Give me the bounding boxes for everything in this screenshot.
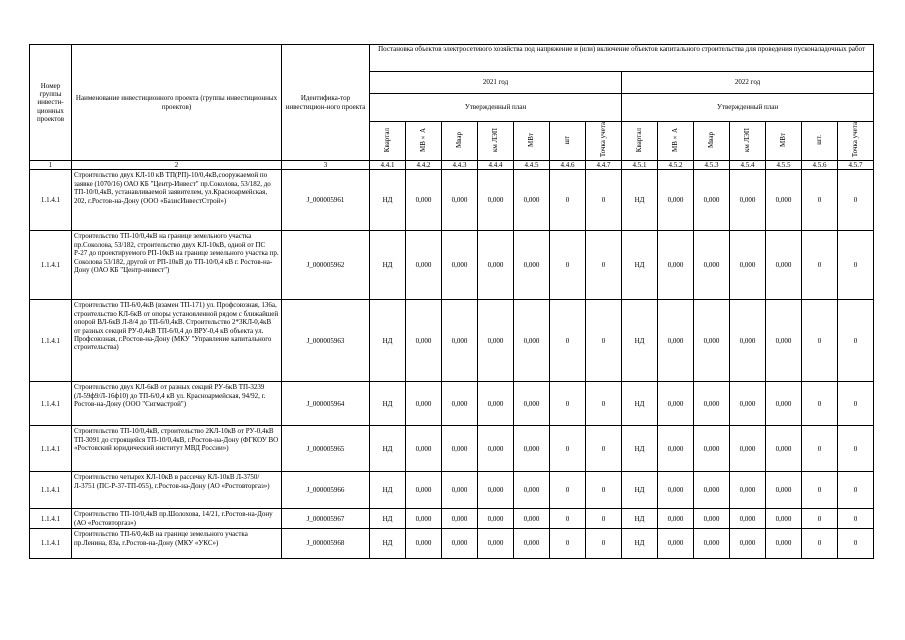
group-number-cell: 1.1.4.1 [30, 231, 72, 300]
group-number-cell: 1.1.4.1 [30, 300, 72, 382]
column-number-cell: 2 [72, 161, 282, 170]
value-cell: 0 [550, 300, 586, 382]
value-cell: НД [370, 382, 406, 426]
project-id-cell: J_000005962 [282, 231, 370, 300]
value-cell: НД [370, 170, 406, 231]
value-cell: 0,000 [514, 382, 550, 426]
group-number-cell: 1.1.4.1 [30, 529, 72, 559]
value-cell: 0,000 [514, 426, 550, 472]
value-cell: НД [622, 509, 658, 529]
value-cell: 0 [802, 170, 838, 231]
header-project-id: Идентифика-тор инвестицион-ного проекта [282, 45, 370, 161]
project-id-cell: J_000005967 [282, 509, 370, 529]
project-name-cell: Строительство четырех КЛ-10кВ в рассечку КЛ-10кВ Л-3750/Л-3751 (ПС-Р-37-ТП-055), г.Ростов-на-Дону (АО «Ростовторгаз») [72, 472, 282, 509]
table-row [30, 472, 874, 509]
unit-header: Квартал [370, 122, 406, 161]
value-cell: 0,000 [406, 231, 442, 300]
unit-header: Точка учета [838, 122, 874, 161]
value-cell: 0 [586, 300, 622, 382]
value-cell: 0,000 [658, 170, 694, 231]
column-number-cell: 3 [282, 161, 370, 170]
value-cell: 0,000 [442, 300, 478, 382]
value-cell: НД [622, 170, 658, 231]
value-cell: НД [622, 231, 658, 300]
value-cell: НД [622, 529, 658, 559]
unit-header: км ЛЭП [478, 122, 514, 161]
project-name-cell: Строительство ТП-6/0,4кВ (взамен ТП-171) ул. Профсоюзная, 136а, строительство КЛ-6кВ от опоры установленной рядом с ближайшей опорой ВЛ-6кВ Л-8/4 до ТП-6/0,4кВ. Строительство 2*3КЛ-0,4кВ от разных секций РУ-0,4кВ ТП-6/0,4 до ВРУ-0,4 кВ объекта ул. Профсоюзная, г.Ростов-на-Дону (МКУ "Управление капитального строительства) [72, 300, 282, 382]
unit-header: МВт [766, 122, 802, 161]
value-cell: 0,000 [658, 529, 694, 559]
value-cell: НД [370, 472, 406, 509]
value-cell: 0,000 [442, 472, 478, 509]
header-plan-2022: Утвержденный план [622, 94, 874, 122]
value-cell: 0 [802, 509, 838, 529]
value-cell: 0 [586, 529, 622, 559]
value-cell: 0,000 [658, 382, 694, 426]
value-cell: 0,000 [406, 300, 442, 382]
column-number-cell: 4.4.3 [442, 161, 478, 170]
value-cell: 0,000 [766, 382, 802, 426]
value-cell: 0,000 [478, 382, 514, 426]
value-cell: 0,000 [694, 300, 730, 382]
value-cell: 0,000 [694, 529, 730, 559]
value-cell: 0 [586, 509, 622, 529]
value-cell: 0 [838, 170, 874, 231]
value-cell: 0,000 [442, 426, 478, 472]
value-cell: 0 [802, 300, 838, 382]
value-cell: НД [622, 382, 658, 426]
value-cell: 0,000 [406, 529, 442, 559]
value-cell: 0,000 [478, 170, 514, 231]
value-cell: 0 [550, 382, 586, 426]
value-cell: 0,000 [478, 529, 514, 559]
value-cell: 0,000 [442, 170, 478, 231]
value-cell: 0 [802, 231, 838, 300]
unit-header: шт [550, 122, 586, 161]
value-cell: 0 [838, 231, 874, 300]
project-id-cell: J_000005966 [282, 472, 370, 509]
group-number-cell: 1.1.4.1 [30, 170, 72, 231]
value-cell: 0,000 [730, 300, 766, 382]
value-cell: 0 [586, 382, 622, 426]
value-cell: 0 [802, 529, 838, 559]
value-cell: 0 [550, 231, 586, 300]
column-number-cell: 4.5.5 [766, 161, 802, 170]
value-cell: 0,000 [694, 472, 730, 509]
project-id-cell: J_000005965 [282, 426, 370, 472]
value-cell: 0,000 [730, 509, 766, 529]
unit-header: МВ×А [406, 122, 442, 161]
value-cell: 0 [802, 382, 838, 426]
value-cell: 0,000 [406, 170, 442, 231]
value-cell: 0 [838, 426, 874, 472]
value-cell: 0,000 [766, 472, 802, 509]
project-name-cell: Строительство двух КЛ-6кВ от разных секций РУ-6кВ ТП-3239 (Л-59ф9/Л-16ф10) до ТП-6/0,4 кВ ул. Красноармейская, 94/92, г. Ростов-на-Дону (ООО "Сигмастрой") [72, 382, 282, 426]
table-row [30, 426, 874, 472]
header-year-2021: 2021 год [370, 72, 622, 94]
value-cell: 0 [550, 170, 586, 231]
value-cell: НД [370, 231, 406, 300]
value-cell: 0,000 [766, 231, 802, 300]
project-name-cell: Строительство ТП-10/0,4кВ пр.Шолохова, 14/21, г.Ростов-на-Дону (АО «Ростовторгаз») [72, 509, 282, 529]
value-cell: 0,000 [730, 529, 766, 559]
value-cell: НД [622, 426, 658, 472]
value-cell: 0,000 [514, 472, 550, 509]
unit-header: Мвар [694, 122, 730, 161]
group-number-cell: 1.1.4.1 [30, 472, 72, 509]
value-cell: 0,000 [766, 170, 802, 231]
unit-header: шт. [802, 122, 838, 161]
group-number-cell: 1.1.4.1 [30, 382, 72, 426]
value-cell: НД [370, 529, 406, 559]
unit-header: Мвар [442, 122, 478, 161]
value-cell: 0 [838, 529, 874, 559]
value-cell: 0,000 [730, 426, 766, 472]
value-cell: 0,000 [442, 231, 478, 300]
column-number-cell: 4.4.2 [406, 161, 442, 170]
value-cell: 0,000 [478, 472, 514, 509]
value-cell: НД [622, 300, 658, 382]
unit-header: МВ×А [658, 122, 694, 161]
column-number-cell: 4.5.4 [730, 161, 766, 170]
column-number-cell: 1 [30, 161, 72, 170]
value-cell: 0,000 [406, 382, 442, 426]
project-id-cell: J_000005968 [282, 529, 370, 559]
column-number-cell: 4.4.5 [514, 161, 550, 170]
value-cell: 0,000 [478, 300, 514, 382]
value-cell: 0,000 [766, 426, 802, 472]
value-cell: 0,000 [730, 231, 766, 300]
value-cell: 0,000 [694, 509, 730, 529]
value-cell: 0,000 [766, 300, 802, 382]
value-cell: 0 [838, 472, 874, 509]
value-cell: 0,000 [406, 472, 442, 509]
unit-header: Квартал [622, 122, 658, 161]
header-group-number: Номер группы инвести-ционных проектов [30, 45, 72, 161]
value-cell: 0,000 [694, 231, 730, 300]
project-name-cell: Строительство ТП-10/0,4кВ, строительство 2КЛ-10кВ от РУ-0,4кВ ТП-3091 до строящейся ТП-10/0,4кВ, г.Ростов-на-Дону (ФГКОУ ВО «Ростовский юридический институт МВД России») [72, 426, 282, 472]
value-cell: 0 [838, 300, 874, 382]
value-cell: 0,000 [514, 170, 550, 231]
value-cell: 0 [550, 509, 586, 529]
unit-header: Точка учета [586, 122, 622, 161]
column-number-cell: 4.5.7 [838, 161, 874, 170]
table-row [30, 300, 874, 382]
value-cell: 0,000 [658, 509, 694, 529]
unit-header: км ЛЭП [730, 122, 766, 161]
table-row [30, 170, 874, 231]
value-cell: 0,000 [478, 231, 514, 300]
value-cell: 0,000 [694, 170, 730, 231]
header-year-2022: 2022 год [622, 72, 874, 94]
value-cell: 0 [586, 426, 622, 472]
value-cell: 0,000 [694, 382, 730, 426]
value-cell: 0,000 [442, 529, 478, 559]
project-name-cell: Строительство ТП-6/0,4кВ на границе земельного участка пр.Ленина, 83а, г.Ростов-на-Дону (МКУ «УКС») [72, 529, 282, 559]
column-number-cell: 4.4.4 [478, 161, 514, 170]
value-cell: 0 [586, 170, 622, 231]
value-cell: 0,000 [406, 509, 442, 529]
value-cell: НД [370, 426, 406, 472]
value-cell: 0 [838, 382, 874, 426]
value-cell: 0,000 [514, 231, 550, 300]
value-cell: 0 [586, 231, 622, 300]
value-cell: НД [370, 300, 406, 382]
value-cell: 0,000 [442, 382, 478, 426]
value-cell: 0 [550, 472, 586, 509]
value-cell: 0,000 [478, 509, 514, 529]
value-cell: 0,000 [658, 472, 694, 509]
value-cell: 0,000 [730, 472, 766, 509]
column-number-cell: 4.5.3 [694, 161, 730, 170]
value-cell: 0 [586, 472, 622, 509]
value-cell: 0 [550, 529, 586, 559]
value-cell: 0,000 [766, 509, 802, 529]
value-cell: 0 [838, 509, 874, 529]
value-cell: 0,000 [694, 426, 730, 472]
group-number-cell: 1.1.4.1 [30, 426, 72, 472]
column-number-cell: 4.4.6 [550, 161, 586, 170]
value-cell: 0,000 [730, 382, 766, 426]
table-row [30, 529, 874, 559]
column-number-cell: 4.5.6 [802, 161, 838, 170]
column-number-cell: 4.5.2 [658, 161, 694, 170]
value-cell: 0,000 [514, 509, 550, 529]
value-cell: 0,000 [658, 231, 694, 300]
value-cell: 0 [802, 426, 838, 472]
value-cell: 0,000 [478, 426, 514, 472]
value-cell: НД [370, 509, 406, 529]
value-cell: 0,000 [658, 300, 694, 382]
value-cell: 0,000 [406, 426, 442, 472]
value-cell: 0,000 [514, 529, 550, 559]
value-cell: 0,000 [658, 426, 694, 472]
column-number-cell: 4.4.1 [370, 161, 406, 170]
value-cell: 0,000 [442, 509, 478, 529]
group-number-cell: 1.1.4.1 [30, 509, 72, 529]
unit-header: МВт [514, 122, 550, 161]
value-cell: 0 [802, 472, 838, 509]
table-row [30, 509, 874, 529]
column-number-row [30, 161, 874, 170]
header-project-name: Наименование инвестиционного проекта (группы инвестиционных проектов) [72, 45, 282, 161]
table-row [30, 382, 874, 426]
project-id-cell: J_000005963 [282, 300, 370, 382]
project-id-cell: J_000005961 [282, 170, 370, 231]
value-cell: НД [622, 472, 658, 509]
project-name-cell: Строительство ТП-10/0,4кВ на границе земельного участка пр.Соколова, 53/182, строительство двух КЛ-10кВ, одной от ПС Р-27 до проектируемого РП-10кВ на границе земельного участка пр. Соколова 53/182, другой от РП-10кВ до ТП-10/0,4 кВ г. Ростов-на-Дону (ОАО КБ "Центр-инвест") [72, 231, 282, 300]
value-cell: 0,000 [730, 170, 766, 231]
table-row [30, 231, 874, 300]
value-cell: 0,000 [766, 529, 802, 559]
header-plan-2021: Утвержденный план [370, 94, 622, 122]
value-cell: 0,000 [514, 300, 550, 382]
column-number-cell: 4.4.7 [586, 161, 622, 170]
project-id-cell: J_000005964 [282, 382, 370, 426]
header-main-title: Постановка объектов электросетевого хозяйства под напряжение и (или) включение объектов капитального строительства для проведения пусконаладочных работ [370, 45, 874, 72]
investment-table [29, 44, 874, 559]
value-cell: 0 [550, 426, 586, 472]
column-number-cell: 4.5.1 [622, 161, 658, 170]
project-name-cell: Строительство двух КЛ-10 кВ ТП(РП)-10/0,4кВ,сооружаемой по заявке (1070/16) ОАО КБ "Центр-Инвест" пр.Соколова, 53/182, до ТП-10/0,4кВ, устанавливаемой заявителем, ул.Красноармейская, 202, г.Ростов-на-Дону (ООО «БазисИнвестСтрой») [72, 170, 282, 231]
